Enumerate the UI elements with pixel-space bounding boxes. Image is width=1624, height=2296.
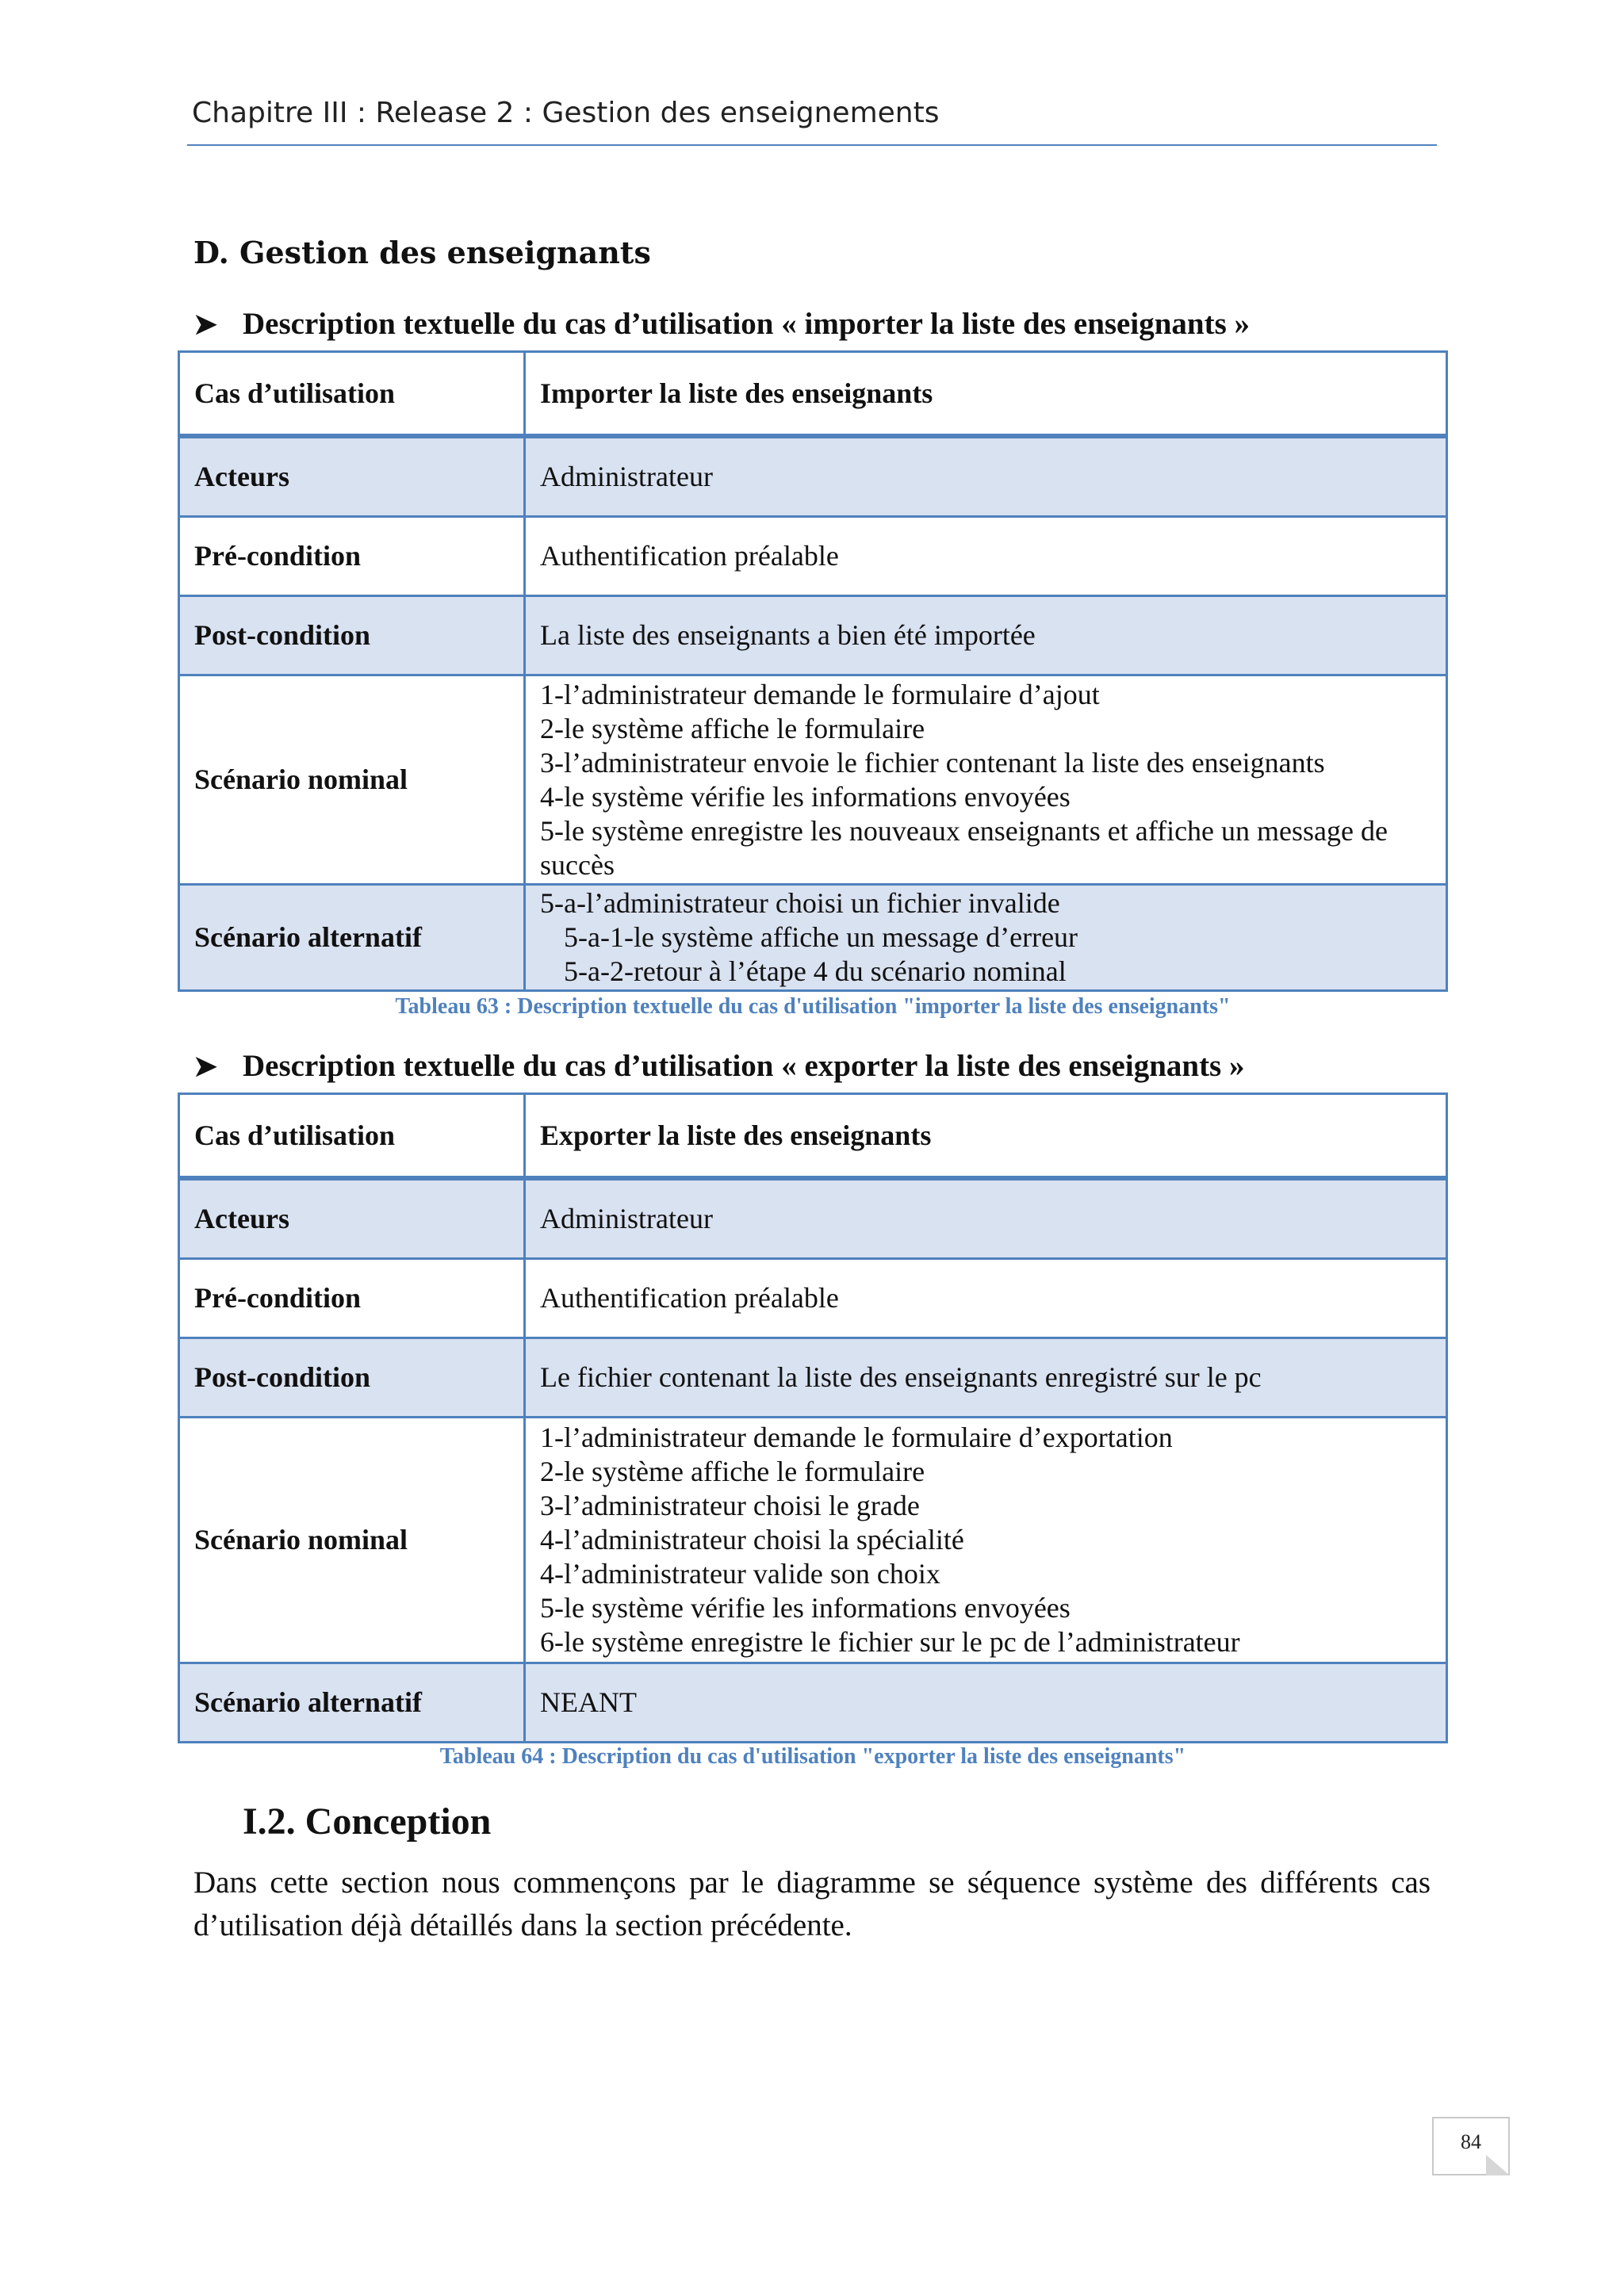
table-cell-value: NEANT — [525, 1663, 1447, 1743]
scenario-line: 1-l’administrateur demande le formulaire d’ajout — [540, 678, 1100, 710]
scenario-line: 2-le système affiche le formulaire — [540, 1456, 925, 1487]
table-row — [179, 517, 1447, 596]
table-cell-value — [525, 1418, 1447, 1663]
table-row — [179, 1178, 1447, 1259]
table-cell-value — [525, 885, 1447, 991]
table-row — [179, 1259, 1447, 1338]
scenario-line: 5-le système vérifie les informations envoyées — [540, 1592, 1071, 1624]
section-title: D. Gestion des enseignants — [193, 235, 651, 270]
table-cell-value: Authentification préalable — [525, 1259, 1447, 1338]
table2-heading — [193, 1048, 1244, 1084]
table-row — [179, 436, 1447, 517]
scenario-line: 1-l’administrateur demande le formulaire d’exportation — [540, 1422, 1173, 1453]
table-row — [179, 1094, 1447, 1179]
table-row — [179, 1418, 1447, 1663]
use-case-table-export — [178, 1093, 1448, 1743]
arrow-bullet-icon: ➤ — [193, 308, 218, 340]
page-number-box — [1432, 2117, 1510, 2175]
table-row — [179, 596, 1447, 675]
scenario-line: 2-le système affiche le formulaire — [540, 712, 925, 744]
table-row — [179, 1338, 1447, 1418]
scenario-line: 6-le système enregistre le fichier sur le pc de l’administrateur — [540, 1626, 1240, 1658]
table-cell-key: Post-condition — [179, 596, 525, 675]
use-case-table-import — [178, 350, 1448, 992]
scenario-line: 5-le système enregistre les nouveaux enseignants et affiche un message de succès — [540, 814, 1388, 881]
table-cell-value — [525, 675, 1447, 885]
table-cell-value: Administrateur — [525, 1178, 1447, 1259]
table-cell-key: Acteurs — [179, 436, 525, 517]
table-cell-value: Exporter la liste des enseignants — [525, 1094, 1447, 1179]
table-cell-key: Pré-condition — [179, 517, 525, 596]
table-cell-value: Authentification préalable — [525, 517, 1447, 596]
arrow-bullet-icon: ➤ — [193, 1050, 218, 1082]
scenario-line: 4-l’administrateur choisi la spécialité — [540, 1524, 964, 1556]
page-header: Chapitre III : Release 2 : Gestion des enseignements — [192, 97, 940, 129]
table-cell-key: Cas d’utilisation — [179, 1094, 525, 1179]
table-cell-key: Scénario alternatif — [179, 885, 525, 991]
scenario-line: 4-le système vérifie les informations envoyées — [540, 780, 1071, 813]
table-row — [179, 885, 1447, 991]
table-cell-key: Scénario alternatif — [179, 1663, 525, 1743]
table-cell-value: La liste des enseignants a bien été importée — [525, 596, 1447, 675]
conception-heading: I.2. Conception — [243, 1800, 492, 1843]
table-cell-value: Importer la liste des enseignants — [525, 352, 1447, 437]
table1-caption: Tableau 63 : Description textuelle du cas d'utilisation "importer la liste des enseignants" — [395, 994, 1231, 1019]
table1-heading — [193, 306, 1250, 342]
conception-paragraph: Dans cette section nous commençons par le diagramme se séquence système des différents cas d’utilisation déjà détaillés dans la section précédente. — [193, 1866, 1431, 1942]
table-row — [179, 352, 1447, 437]
table-cell-key: Scénario nominal — [179, 1418, 525, 1663]
scenario-line: 3-l’administrateur envoie le fichier contenant la liste des enseignants — [540, 746, 1325, 779]
scenario-line: 5-a-2-retour à l’étape 4 du scénario nominal — [564, 955, 1067, 987]
page-number: 84 — [1461, 2130, 1481, 2153]
page-fold-icon — [1486, 2155, 1510, 2175]
scenario-line: 5-a-l’administrateur choisi un fichier invalide — [540, 887, 1060, 919]
header-divider — [187, 144, 1437, 146]
table-cell-key: Cas d’utilisation — [179, 352, 525, 437]
table-cell-key: Pré-condition — [179, 1259, 525, 1338]
table1-heading-text: Description textuelle du cas d’utilisation « importer la liste des enseignants » — [243, 307, 1250, 341]
table-row — [179, 1663, 1447, 1743]
table-cell-key: Post-condition — [179, 1338, 525, 1418]
table-cell-value: Le fichier contenant la liste des enseignants enregistré sur le pc — [525, 1338, 1447, 1418]
scenario-line: 5-a-1-le système affiche un message d’erreur — [564, 921, 1078, 953]
table-cell-value: Administrateur — [525, 436, 1447, 517]
table2-heading-text: Description textuelle du cas d’utilisation « exporter la liste des enseignants » — [243, 1049, 1245, 1083]
table-cell-key: Scénario nominal — [179, 675, 525, 885]
table-row — [179, 675, 1447, 885]
scenario-line: 4-l’administrateur valide son choix — [540, 1558, 940, 1590]
table-cell-key: Acteurs — [179, 1178, 525, 1259]
scenario-line: 3-l’administrateur choisi le grade — [540, 1490, 920, 1521]
table2-caption: Tableau 64 : Description du cas d'utilisation "exporter la liste des enseignants" — [439, 1744, 1186, 1769]
